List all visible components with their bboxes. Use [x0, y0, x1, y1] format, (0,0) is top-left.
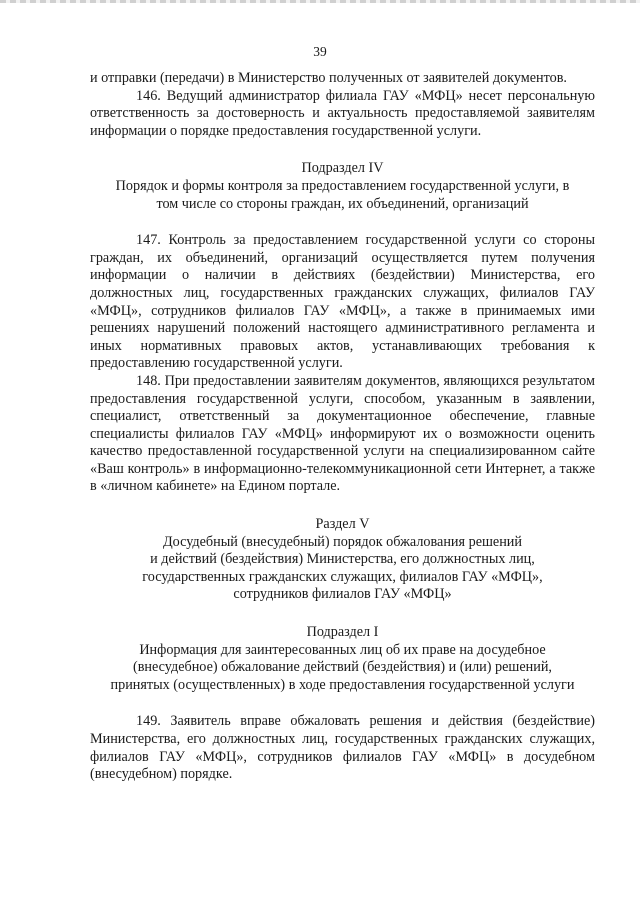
- page-number: 39: [313, 44, 327, 59]
- section-v-title-line: государственных гражданских служащих, филиалов ГАУ «МФЦ»,: [142, 568, 543, 585]
- subsection-i-label: Подраздел I: [306, 624, 379, 641]
- section-v-label: Раздел V: [315, 516, 370, 533]
- subsection-i-title-line: принятых (осуществленных) в ходе предоставления государственной услуги: [110, 676, 575, 693]
- paragraph-147: 147. Контроль за предоставлением государственной услуги со стороны граждан, их объединений, организаций осуществляется путем получения информации о наличии в действиях (бездействии) Министерства, его должностных лиц, государственных гражданских служащих, филиалов ГАУ «МФЦ», сотрудников филиалов ГАУ «МФЦ», а также в принимаемых ими решениях нарушений положений настоящего административного регламента и иных нормативных правовых актов, устанавливающих требования к предоставлению государственной услуги.: [90, 232, 595, 372]
- document-body: [90, 70, 595, 784]
- section-v-title-line: сотрудников филиалов ГАУ «МФЦ»: [233, 586, 452, 603]
- paragraph-continuation: и отправки (передачи) в Министерство полученных от заявителей документов.: [90, 70, 567, 86]
- subsection-i-title-line: Информация для заинтересованных лиц об их праве на досудебное: [139, 641, 546, 658]
- paragraph-149: 149. Заявитель вправе обжаловать решения и действия (бездействие) Министерства, его должностных лиц, государственных гражданских служащих, филиалов ГАУ «МФЦ», сотрудников филиалов ГАУ «МФЦ» в досудебном (внесудебном) порядке.: [90, 713, 595, 783]
- paragraph-148: 148. При предоставлении заявителям документов, являющихся результатом предоставления государственной услуги, способом, указанным в заявлении, специалист, ответственный за документационное обеспечение, главные специалисты филиалов ГАУ «МФЦ» информируют их о возможности оценить качество предоставленной государственной услуги на специализированном сайте «Ваш контроль» в информационно-телекоммуникационной сети Интернет, а также в «личном кабинете» на Едином портале.: [90, 372, 595, 495]
- subsection-iv-title-line: том числе со стороны граждан, их объединений, организаций: [156, 195, 529, 212]
- paragraph-146: 146. Ведущий администратор филиала ГАУ «МФЦ» несет персональную ответственность за достоверность и актуальность предоставляемой заявителям информации о порядке предоставления государственной услуги.: [90, 87, 595, 139]
- subsection-iv-label: Подраздел IV: [301, 160, 384, 177]
- subsection-iv-title-line: Порядок и формы контроля за предоставлением государственной услуги, в: [115, 177, 570, 194]
- section-v-title-line: и действий (бездействия) Министерства, его должностных лиц,: [150, 551, 535, 568]
- section-v-title-line: Досудебный (внесудебный) порядок обжалования решений: [162, 533, 522, 550]
- subsection-i-title-line: (внесудебное) обжалование действий (бездействия) и (или) решений,: [133, 659, 552, 676]
- scan-edge-artifact: [0, 0, 640, 3]
